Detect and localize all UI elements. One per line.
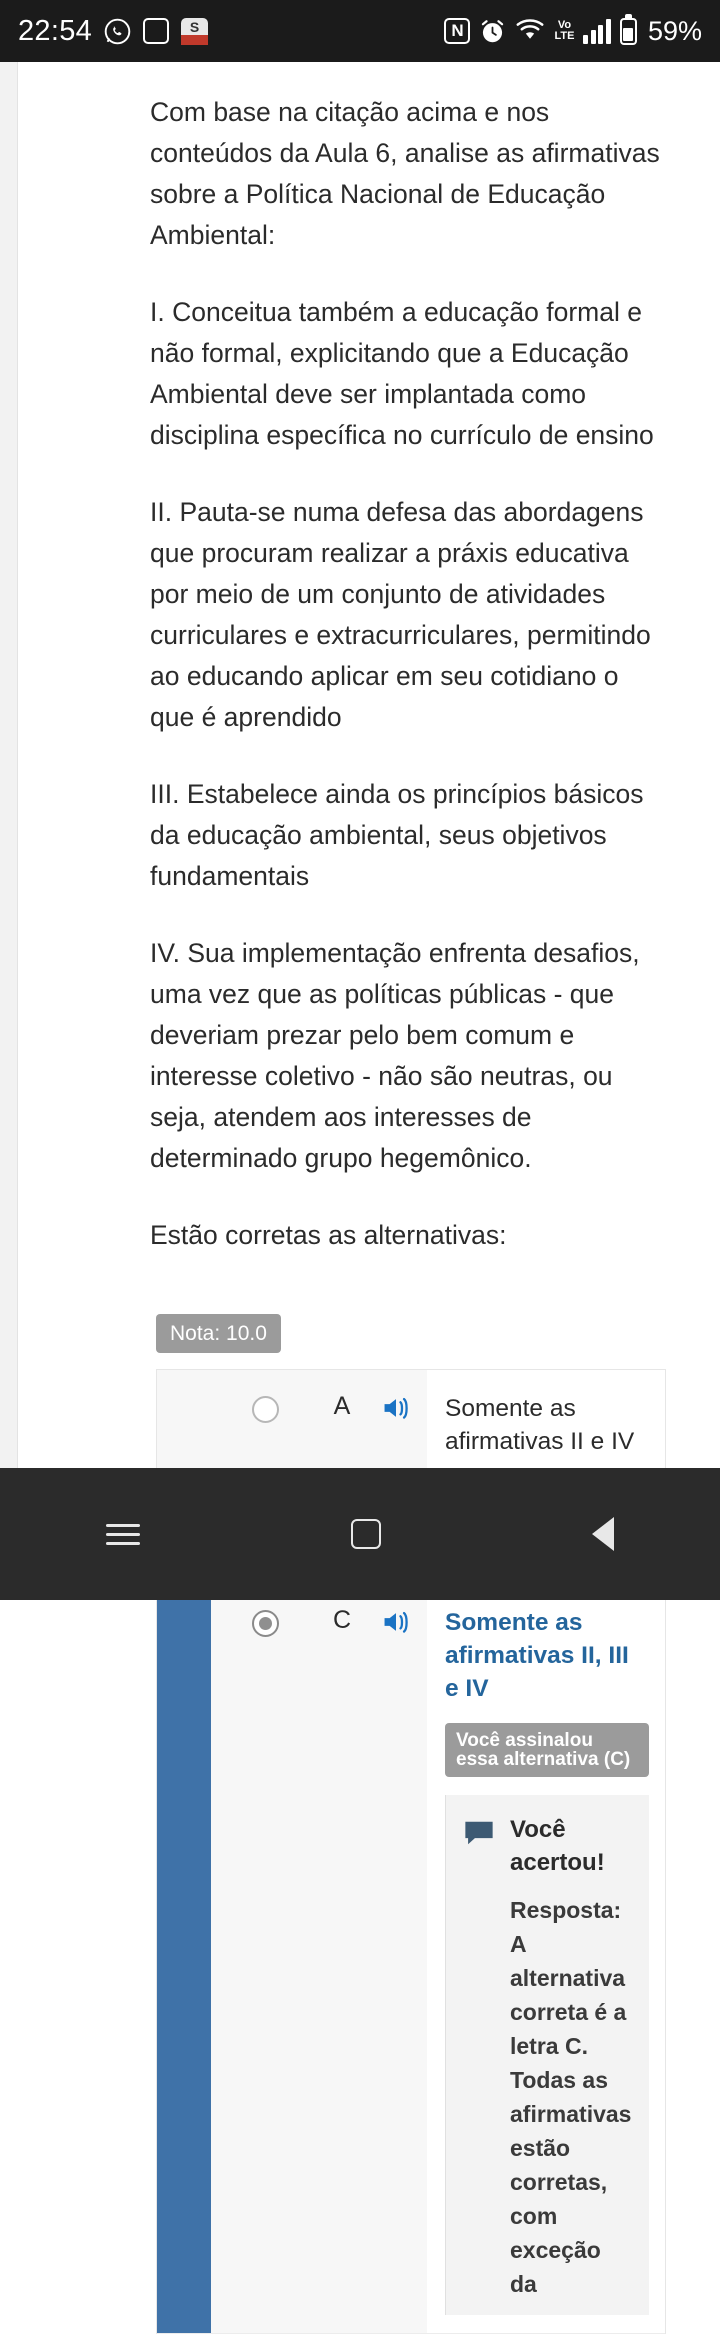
shopee-app-icon: S	[181, 18, 208, 45]
square-app-icon	[143, 18, 169, 44]
feedback-title: Você acertou!	[510, 1816, 605, 1876]
alarm-icon	[479, 18, 506, 45]
question-prompt: Estão corretas as alternativas:	[150, 1220, 507, 1250]
alternative-a-text: Somente as afirmativas II e IV	[427, 1370, 665, 1476]
feedback-body	[510, 1813, 633, 2301]
status-clock: 22:54	[18, 14, 93, 47]
grade-badge: Nota: 10.0	[156, 1314, 281, 1353]
wifi-icon	[515, 19, 545, 43]
whatsapp-icon	[104, 18, 131, 45]
android-nav-bar	[0, 1468, 720, 1600]
alternative-c-radio-cell[interactable]	[211, 1584, 319, 2333]
alternative-c-text-wrap	[427, 1584, 665, 2333]
comment-icon	[462, 1813, 496, 2301]
status-bar	[0, 0, 720, 62]
alternative-row-a[interactable]	[157, 1370, 665, 1477]
statement-i: I. Conceitua também a educação formal e não formal, explicitando que a Educação Ambiental deve ser implantada como disciplina específica no currículo de ensino	[150, 297, 654, 450]
page-content[interactable]	[0, 62, 720, 2297]
feedback-text: Resposta: A alternativa correta é a letra C. Todas as afirmativas estão corretas, com exceção da	[510, 1897, 632, 2297]
speaker-icon-c[interactable]	[365, 1584, 427, 2333]
alternative-a-radio-cell[interactable]	[211, 1370, 319, 1476]
statement-iii: III. Estabelece ainda os princípios básicos da educação ambiental, seus objetivos fundamentais	[150, 779, 644, 891]
nubank-icon: N	[444, 18, 470, 44]
alternative-a-bar	[157, 1370, 211, 1476]
alternative-c-bar	[157, 1584, 211, 2333]
alternative-c-letter: C	[319, 1584, 365, 2333]
feedback-panel	[445, 1795, 649, 2315]
statement-iv: IV. Sua implementação enfrenta desafios, uma vez que as políticas públicas - que deveriam prezar pelo bem comum e interesse coletivo - não são neutras, ou seja, atendem aos interesses de determinado grupo hegemônico.	[150, 938, 640, 1173]
question-body	[18, 62, 720, 2297]
back-button-icon[interactable]	[592, 1517, 614, 1551]
alternative-a-letter: A	[319, 1370, 365, 1476]
status-bar-left	[18, 15, 208, 48]
speaker-icon-a[interactable]	[365, 1370, 427, 1476]
radio-c[interactable]	[252, 1610, 279, 1637]
home-button-icon[interactable]	[351, 1519, 381, 1549]
signal-icon	[583, 18, 611, 44]
selected-answer-badge: Você assinalou essa alternativa (C)	[445, 1723, 649, 1777]
status-bar-right	[444, 16, 702, 47]
volte-icon: Vo LTE	[554, 19, 575, 42]
alternative-row-c[interactable]	[157, 1584, 665, 2334]
battery-icon	[620, 18, 637, 45]
radio-a[interactable]	[252, 1396, 279, 1423]
statement-ii: II. Pauta-se numa defesa das abordagens que procuram realizar a práxis educativa por meio de um conjunto de atividades curriculares e extracurriculares, permitindo ao educando aplicar em seu cotidiano o que é aprendido	[150, 497, 651, 732]
battery-percent: 59%	[647, 15, 702, 46]
recents-button-icon[interactable]	[106, 1518, 140, 1551]
question-intro: Com base na citação acima e nos conteúdos da Aula 6, analise as afirmativas sobre a Política Nacional de Educação Ambiental:	[150, 97, 660, 250]
left-margin-rail	[0, 62, 18, 1468]
alternative-c-text: Somente as afirmativas II, III e IV	[445, 1609, 629, 1702]
